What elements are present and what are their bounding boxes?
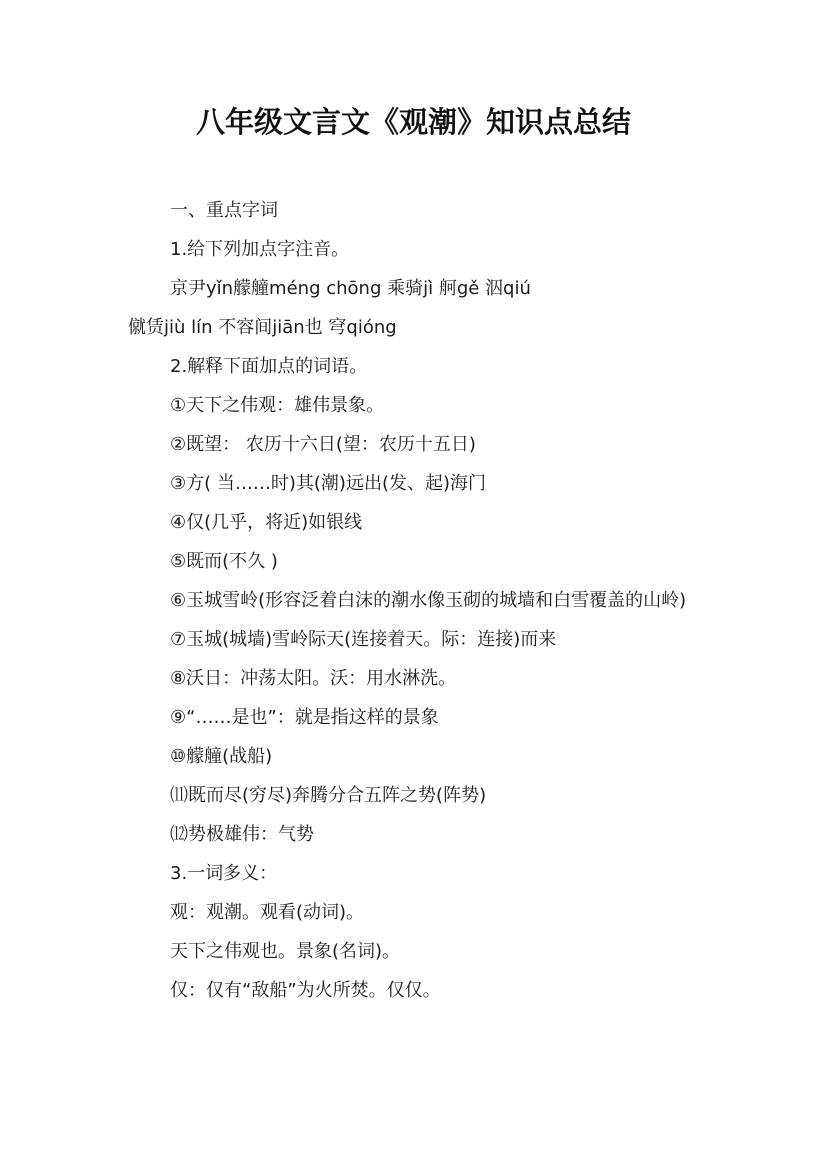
definition-item: ②既望： 农历十六日(望：农历十五日) [170, 434, 476, 455]
polysemy-item: 仅：仅有“敌船”为火所焚。仅仅。 [170, 980, 441, 1001]
definition-item: ④仅(几乎，将近)如银线 [170, 512, 363, 533]
question-1-heading: 1.给下列加点字注音。 [170, 239, 350, 260]
document-body [128, 191, 706, 1010]
polysemy-item: 天下之伟观也。景象(名词)。 [170, 941, 401, 962]
question-3-heading: 3.一词多义： [170, 863, 278, 884]
definition-item: ⑤既而(不久 ) [170, 551, 278, 572]
definition-item: ⑨“……是也”：就是指这样的景象 [170, 707, 439, 728]
question-2-heading: 2.解释下面加点的词语。 [170, 356, 368, 377]
definition-item: ⑿势极雄伟：气势 [170, 824, 314, 845]
definition-item: ③方( 当……时)其(潮)远出(发、起)海门 [170, 473, 486, 494]
pinyin-line-1: 京尹yǐn艨艟méng chōng 乘骑jì 舸gě 泅qiú [170, 278, 531, 299]
document-title: 八年级文言文《观潮》知识点总结 [195, 105, 631, 139]
section-heading: 一、重点字词 [170, 200, 278, 221]
definition-item: ⑧沃日：冲荡太阳。沃：用水淋洗。 [170, 668, 457, 689]
definition-item: ⑥玉城雪岭(形容泛着白沫的潮水像玉砌的城墙和白雪覆盖的山岭) [170, 590, 687, 611]
polysemy-item: 观：观潮。观看(动词)。 [170, 902, 365, 923]
definition-item: ①天下之伟观：雄伟景象。 [170, 395, 385, 416]
definition-item: ⑾既而尽(穷尽)奔腾分合五阵之势(阵势) [170, 785, 487, 806]
definition-item: ⑩艨艟(战船) [170, 746, 273, 767]
pinyin-line-2: 僦赁jiù lín 不容间jiān也 穹qióng [128, 317, 397, 338]
definition-item: ⑦玉城(城墙)雪岭际天(连接着天。际：连接)而来 [170, 629, 557, 650]
